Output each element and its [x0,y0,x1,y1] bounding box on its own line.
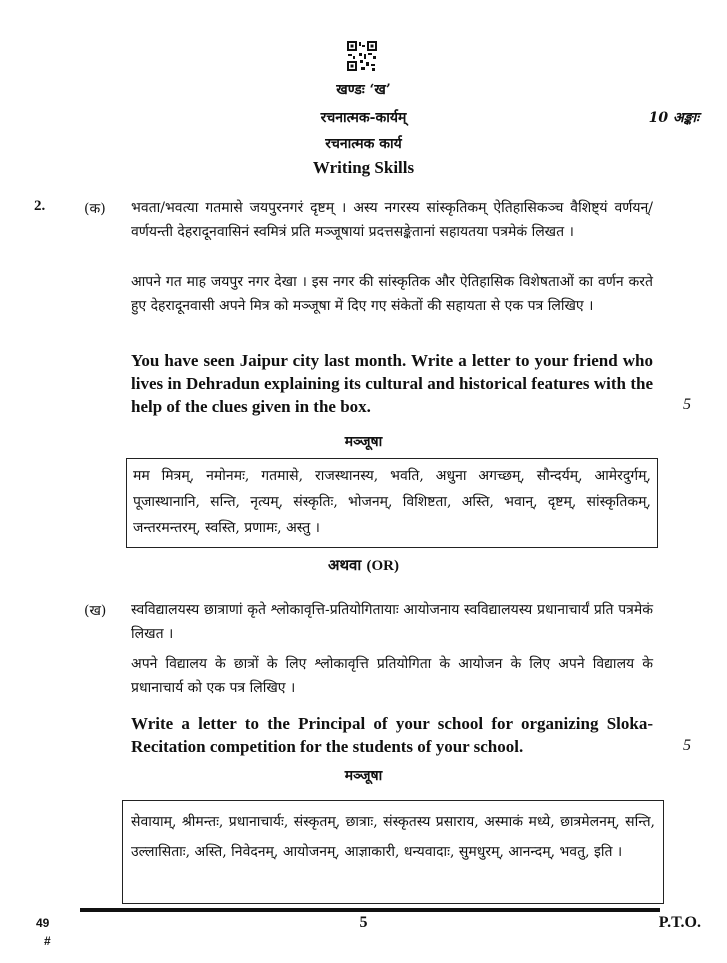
part-a-sanskrit: भवता/भवत्या गतमासे जयपुरनगरं दृष्टम् । अस्य नगरस्य सांस्कृतिकम् ऐतिहासिकञ्च वैशिष्ट्यं वर्णयन्/वर्णयन्ती देहरादूनवासिनं स्वमित्रं प्रति मञ्जूषायां प्रदत्तसङ्केतानां सहायतया पत्रमेकं लिखत । [131,200,653,240]
or-separator [0,555,727,575]
qr-code-icon [346,40,378,72]
part-a-box-words: मम मित्रम्, नमोनमः, गतमासे, राजस्थानस्य, भवति, अधुना अगच्छम्, सौन्दर्यम्, आमेरदुर्गम्, पूजास्थानानि, सन्ति, नृत्यम्, संस्कृतिः, भोजनम्, विशिष्टता, अस्ति, भवान्, दृष्टम्, सांस्कृतिकम्, जन्तरमन्तरम्, स्वस्ति, प्रणामः, अस्तु । [133,468,651,536]
or-english: (OR) [366,558,399,574]
title-sanskrit: रचनात्मक-कार्यम् [320,110,407,126]
question-number: 2. [34,198,46,214]
part-b-box-title: मञ्जूषा [344,768,383,784]
or-hindi: अथवा [327,556,362,574]
part-a-box-title: मञ्जूषा [344,434,383,450]
part-b-hindi: अपने विद्यालय के छात्रों के लिए श्लोकावृत्ति प्रतियोगिता के आयोजन के लिए अपने विद्यालय के प्रधानाचार्य को एक पत्र लिखिए । [131,656,653,696]
title-english: Writing Skills [312,158,415,177]
section-marks: 10 अङ्काः [648,110,699,126]
page-number: 5 [359,914,368,931]
part-a-label: (क) [84,201,106,217]
part-b-marks: 5 [683,737,691,754]
part-b-box-words: सेवायाम्, श्रीमन्तः, प्रधानाचार्यः, संस्कृतम्, छात्राः, संस्कृतस्य प्रसाराय, अस्माकं मध्ये, छात्रमेलनम्, सन्ति, उल्लासिताः, अस्ति, निवेदनम्, आयोजनम्, आज्ञाकारी, धन्यवादाः, सुमधुरम्, आनन्दम्, भवतु, इति । [131,814,655,860]
section-title: खण्डः ‘ख’ [336,82,391,98]
part-b-label: (ख) [84,603,107,619]
part-a-marks: 5 [683,396,691,413]
part-b-word-box [122,800,664,904]
pto-label: P.T.O. [658,914,701,931]
footer-hash: # [44,934,51,948]
part-b-english: Write a letter to the Principal of your school for organizing Sloka-Recitation competition for the students of your school. [131,714,653,756]
paper-code: 49 [36,916,50,930]
part-a-hindi: आपने गत माह जयपुर नगर देखा । इस नगर की सांस्कृतिक और ऐतिहासिक विशेषताओं का वर्णन करते हुए देहरादूनवासी अपने मित्र को मञ्जूषा में दिए गए संकेतों की सहायता से एक पत्र लिखिए । [131,274,653,314]
part-a-word-box [126,458,658,548]
part-a-english: You have seen Jaipur city last month. Write a letter to your friend who lives in Dehradun explaining its cultural and historical features with the help of the clues given in the box. [131,351,653,416]
footer-rule [80,908,660,912]
part-b-sanskrit: स्वविद्यालयस्य छात्राणां कृते श्लोकावृत्ति-प्रतियोगितायाः आयोजनाय स्वविद्यालयस्य प्रधानाचार्यं प्रति पत्रमेकं लिखत । [131,602,653,642]
title-hindi: रचनात्मक कार्य [325,136,402,152]
